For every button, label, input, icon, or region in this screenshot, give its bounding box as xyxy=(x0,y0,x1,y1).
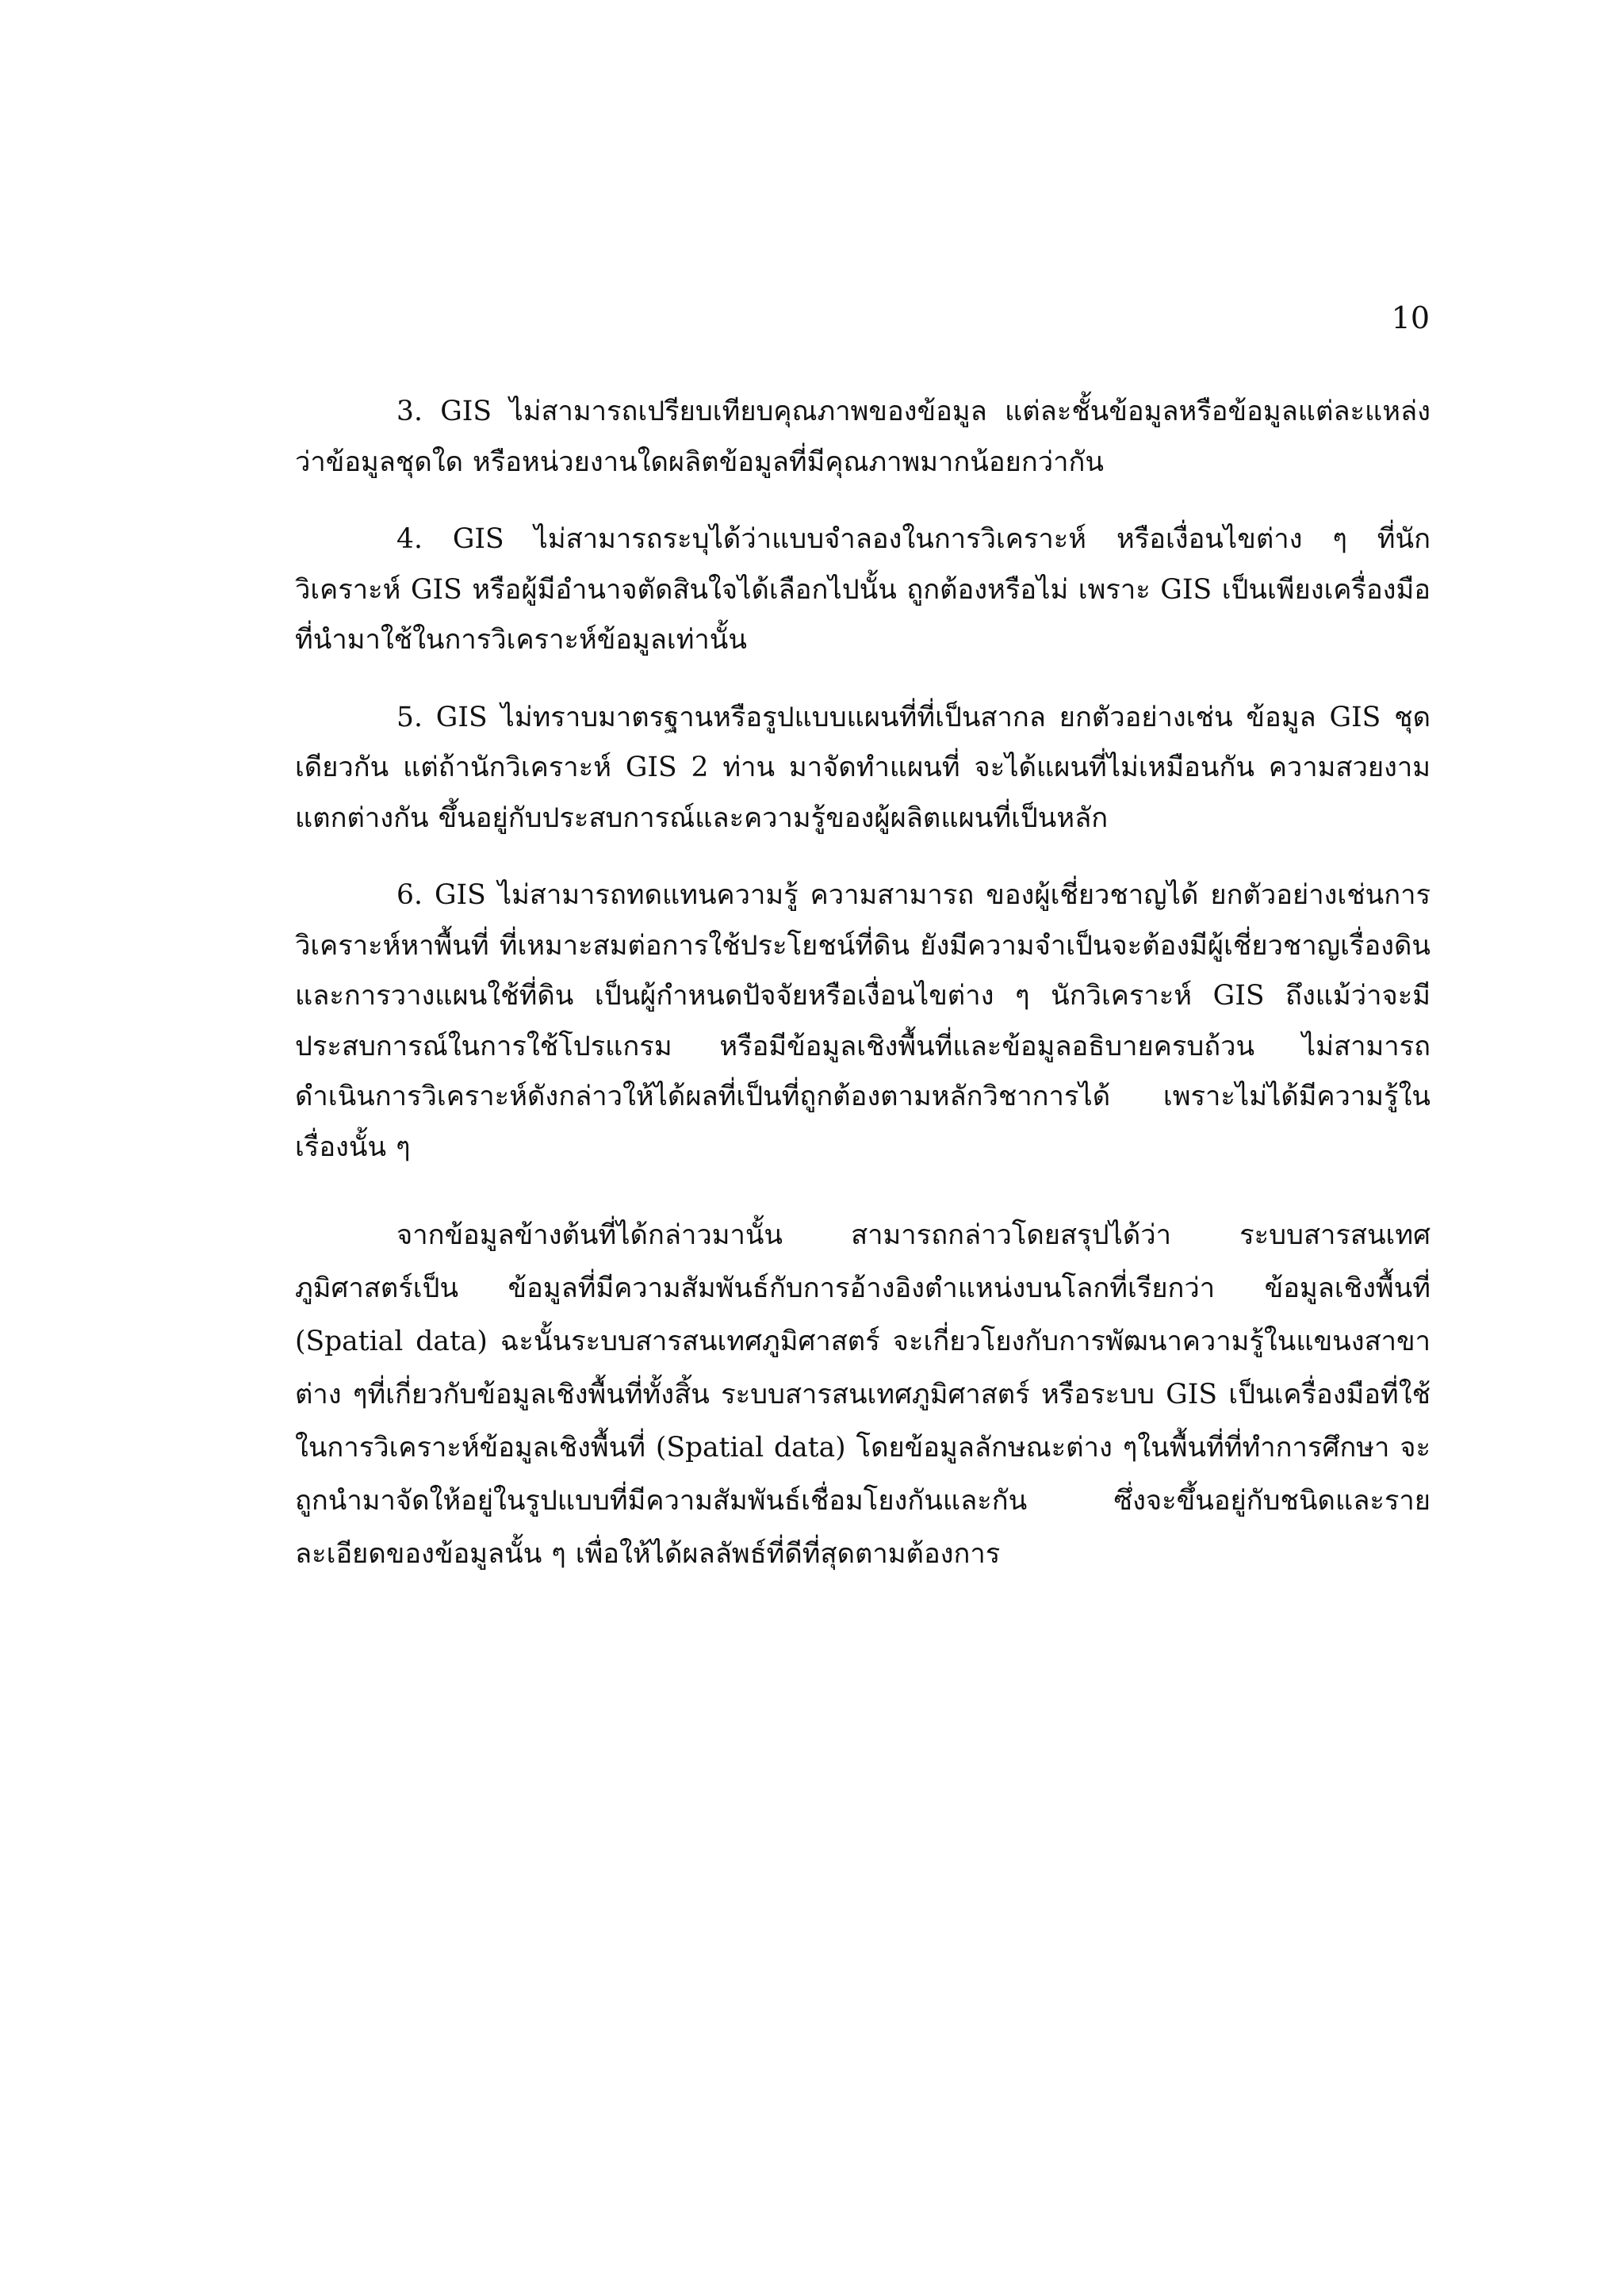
paragraph-summary: จากข้อมูลข้างต้นที่ได้กล่าวมานั้น สามารถกล่าวโดยสรุปได้ว่า ระบบสารสนเทศภูมิศาสตร์เป็น ข้อมูลที่มีความสัมพันธ์กับการอ้างอิงตำแหน่งบนโลกที่เรียกว่า ข้อมูลเชิงพื้นที่ (Spatial data) ฉะนั้นระบบสารสนเทศภูมิศาสตร์ จะเกี่ยวโยงกับการพัฒนาความรู้ในแขนงสาขาต่าง ๆที่เกี่ยวกับข้อมูลเชิงพื้นที่ทั้งสิ้น ระบบสารสนเทศภูมิศาสตร์ หรือระบบ GIS เป็นเครื่องมือที่ใช้ในการวิเคราะห์ข้อมูลเชิงพื้นที่ (Spatial data) โดยข้อมูลลักษณะต่าง ๆในพื้นที่ที่ทำการศึกษา จะถูกนำมาจัดให้อยู่ในรูปแบบที่มีความสัมพันธ์เชื่อมโยงกันและกัน ซึ่งจะขึ้นอยู่กับชนิดและรายละเอียดของข้อมูลนั้น ๆ เพื่อให้ได้ผลลัพธ์ที่ดีที่สุดตามต้องการ xyxy=(295,1219,1431,1570)
paragraph-limitation-4: 4. GIS ไม่สามารถระบุได้ว่าแบบจำลองในการวิเคราะห์ หรือเงื่อนไขต่าง ๆ ที่นักวิเคราะห์ GIS หรือผู้มีอำนาจตัดสินใจได้เลือกไปนั้น ถูกต้องหรือไม่ เพราะ GIS เป็นเพียงเครื่องมือที่นำมาใช้ในการวิเคราะห์ข้อมูลเท่านั้น xyxy=(295,523,1431,656)
document-body xyxy=(295,387,1431,1608)
page-number: 10 xyxy=(1391,300,1430,335)
paragraph-limitation-5: 5. GIS ไม่ทราบมาตรฐานหรือรูปแบบแผนที่ที่เป็นสากล ยกตัวอย่างเช่น ข้อมูล GIS ชุดเดียวกัน แต่ถ้านักวิเคราะห์ GIS 2 ท่าน มาจัดทำแผนที่ จะได้แผนที่ไม่เหมือนกัน ความสวยงามแตกต่างกัน ขึ้นอยู่กับประสบการณ์และความรู้ของผู้ผลิตแผนที่เป็นหลัก xyxy=(295,701,1431,834)
paragraph-limitation-3: 3. GIS ไม่สามารถเปรียบเทียบคุณภาพของข้อมูล แต่ละชั้นข้อมูลหรือข้อมูลแต่ละแหล่ง ว่าข้อมูลชุดใด หรือหน่วยงานใดผลิตข้อมูลที่มีคุณภาพมากน้อยกว่ากัน xyxy=(295,396,1431,478)
paragraph-limitation-6: 6. GIS ไม่สามารถทดแทนความรู้ ความสามารถ ของผู้เชี่ยวชาญได้ ยกตัวอย่างเช่นการวิเคราะห์หาพื้นที่ ที่เหมาะสมต่อการใช้ประโยชน์ที่ดิน ยังมีความจำเป็นจะต้องมีผู้เชี่ยวชาญเรื่องดินและการวางแผนใช้ที่ดิน เป็นผู้กำหนดปัจจัยหรือเงื่อนไขต่าง ๆ นักวิเคราะห์ GIS ถึงแม้ว่าจะมีประสบการณ์ในการใช้โปรแกรม หรือมีข้อมูลเชิงพื้นที่และข้อมูลอธิบายครบถ้วน ไม่สามารถดำเนินการวิเคราะห์ดังกล่าวให้ได้ผลที่เป็นที่ถูกต้องตามหลักวิชาการได้ เพราะไม่ได้มีความรู้ในเรื่องนั้น ๆ xyxy=(295,879,1431,1163)
